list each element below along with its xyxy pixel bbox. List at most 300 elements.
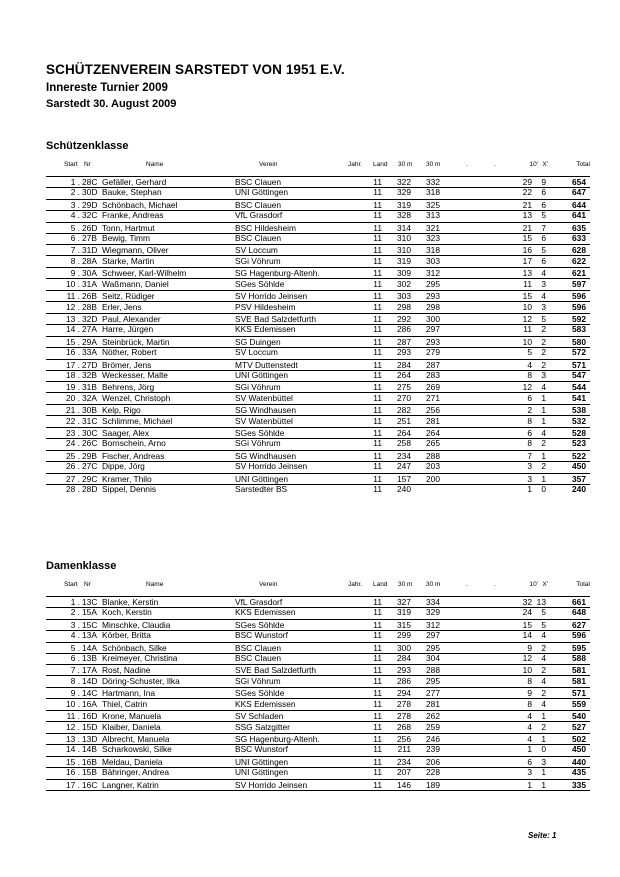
table-row [46,290,590,302]
cell-s2: 332 [426,177,440,187]
cell-total: 357 [572,473,586,484]
cell-place: 8 . [70,675,80,686]
cell-land: 11 [373,291,382,302]
cell-land: 11 [373,711,382,722]
cell-tens: 3 [527,473,532,484]
cell-s2: 277 [426,688,440,699]
cell-nr: 16D [82,711,98,722]
cell-nr: 14B [82,744,97,755]
table-row [46,473,590,485]
column-header-verein: Verein [259,581,278,588]
cell-name: Schönbach, Silke [102,642,167,653]
cell-nr: 28A [82,255,97,266]
cell-name: Weckesser, Malte [102,369,168,380]
cell-verein: SGi Vöhrum [235,382,281,393]
cell-tens: 4 [527,721,532,732]
cell-total: 559 [572,698,586,709]
cell-nr: 13B [82,653,97,664]
cell-name: Wiegmann, Oliver [102,245,169,256]
cell-tens: 24 [522,607,532,618]
cell-verein: SV Watenbüttel [235,415,293,426]
cell-x: 6 [541,199,546,210]
cell-s1: 292 [397,313,411,324]
cell-nr: 32C [82,210,98,221]
cell-x: 2 [541,359,546,370]
column-header-total: Total [576,161,590,168]
cell-land: 11 [373,779,382,790]
cell-total: 641 [572,210,586,221]
cell-name: Kramer, Thilo [102,473,152,484]
cell-land: 11 [373,619,382,630]
cell-name: Sippel, Dennis [102,484,157,495]
cell-s2: 262 [426,711,440,722]
cell-s1: 309 [397,268,411,279]
table-row [46,416,590,427]
cell-name: Wenzel, Christoph [102,392,171,403]
cell-verein: SGes Söhlde [235,619,285,630]
cell-nr: 29D [82,199,98,210]
cell-x: 2 [541,438,546,449]
cell-s1: 146 [397,779,411,790]
cell-s2: 334 [426,597,440,607]
cell-nr: 14D [82,675,98,686]
column-header-s4: . [494,581,496,588]
cell-land: 11 [373,359,382,370]
cell-nr: 16B [82,756,97,767]
cell-tens: 6 [527,392,532,403]
cell-s1: 287 [397,336,411,347]
cell-x: 1 [541,767,546,778]
cell-place: 11 . [66,711,80,722]
column-header-s3: . [466,581,468,588]
table-row [46,267,590,279]
cell-nr: 29A [82,336,97,347]
cell-s2: 298 [426,301,440,312]
cell-land: 11 [373,369,382,380]
cell-name: Franke, Andreas [102,210,164,221]
cell-verein: SV Horrido Jeinsen [235,779,308,790]
table-row [46,676,590,687]
table-row [46,767,590,778]
page-number: Seite: 1 [528,831,557,840]
cell-x: 7 [541,222,546,233]
cell-land: 11 [373,607,382,618]
cell-name: Waßmann, Daniel [102,278,169,289]
cell-place: 12 . [66,721,80,732]
cell-tens: 3 [527,767,532,778]
cell-x: 3 [541,278,546,289]
cell-verein: BSC Clauen [235,177,282,187]
cell-s1: 251 [397,415,411,426]
cell-place: 10 . [66,278,80,289]
cell-s1: 300 [397,642,411,653]
cell-s2: 303 [426,255,440,266]
cell-land: 11 [373,438,382,449]
cell-s2: 297 [426,324,440,335]
cell-place: 8 . [70,255,80,266]
cell-x: 2 [541,461,546,472]
cell-verein: SGi Vöhrum [235,255,281,266]
cell-total: 661 [572,597,586,607]
cell-place: 13 . [66,733,80,744]
cell-verein: SVE Bad Salzdetfurth [235,313,317,324]
table-row [46,779,590,791]
section-title: Damenklasse [46,560,117,572]
cell-s1: 207 [397,767,411,778]
table-row [46,653,590,664]
cell-s2: 312 [426,619,440,630]
cell-s1: 293 [397,347,411,358]
cell-nr: 32A [82,392,97,403]
cell-nr: 33A [82,347,97,358]
cell-name: Koch, Kerstin [102,607,152,618]
cell-s2: 265 [426,438,440,449]
cell-s2: 271 [426,392,440,403]
cell-total: 335 [572,779,586,790]
cell-s1: 293 [397,665,411,676]
cell-s2: 279 [426,347,440,358]
cell-tens: 17 [522,255,532,266]
cell-name: Paul, Alexander [102,313,161,324]
cell-name: Saager, Alex [102,428,150,439]
cell-total: 635 [572,222,586,233]
cell-verein: UNI Göttingen [235,756,289,767]
cell-s2: 293 [426,336,440,347]
cell-nr: 13C [82,597,98,607]
table-row [46,450,590,462]
cell-place: 20 . [66,392,80,403]
cell-verein: SGes Söhlde [235,278,285,289]
cell-x: 6 [541,233,546,244]
cell-s1: 298 [397,301,411,312]
cell-total: 523 [572,438,586,449]
cell-place: 10 . [66,698,80,709]
cell-s1: 314 [397,222,411,233]
cell-x: 4 [541,630,546,641]
cell-x: 1 [541,392,546,403]
cell-place: 9 . [70,688,80,699]
cell-place: 17 . [66,779,80,790]
cell-total: 540 [572,711,586,722]
cell-tens: 2 [527,405,532,416]
table-row [46,744,590,755]
cell-place: 2 . [70,607,80,618]
column-header-s4: . [494,161,496,168]
cell-s1: 282 [397,405,411,416]
cell-name: Blanke, Kerstin [102,597,159,607]
cell-tens: 10 [522,336,532,347]
table-row [46,347,590,358]
column-header-name: Name [146,161,164,168]
table-row [46,722,590,733]
cell-nr: 32D [82,313,98,324]
cell-s2: 264 [426,428,440,439]
cell-s2: 246 [426,733,440,744]
cell-s1: 328 [397,210,411,221]
cell-tens: 6 [527,428,532,439]
cell-total: 595 [572,642,586,653]
table-row [46,438,590,449]
cell-verein: PSV Hildesheim [235,301,296,312]
cell-verein: SGi Vöhrum [235,675,281,686]
cell-tens: 13 [522,268,532,279]
cell-total: 547 [572,369,586,380]
cell-s1: 264 [397,369,411,380]
cell-total: 440 [572,756,586,767]
cell-nr: 27C [82,461,98,472]
column-header-land: Land [373,161,388,168]
column-header-jahr: Jahr. [348,161,363,168]
cell-nr: 15D [82,721,98,732]
cell-tens: 4 [527,359,532,370]
cell-land: 11 [373,324,382,335]
cell-place: 17 . [66,359,80,370]
cell-verein: SV Horrido Jeinsen [235,461,308,472]
cell-tens: 9 [527,688,532,699]
cell-s2: 300 [426,313,440,324]
cell-verein: SGi Vöhrum [235,438,281,449]
cell-nr: 26C [82,438,98,449]
cell-total: 648 [572,607,586,618]
cell-land: 11 [373,245,382,256]
cell-land: 11 [373,233,382,244]
cell-total: 435 [572,767,586,778]
table-row [46,687,590,699]
cell-nr: 29C [82,473,98,484]
cell-verein: SG Duingen [235,336,281,347]
cell-total: 541 [572,392,586,403]
cell-s1: 303 [397,291,411,302]
table-row [46,427,590,439]
cell-x: 1 [541,733,546,744]
cell-total: 538 [572,405,586,416]
cell-x: 1 [541,711,546,722]
cell-s1: 322 [397,177,411,187]
cell-s2: 269 [426,382,440,393]
cell-s2: 239 [426,744,440,755]
cell-land: 11 [373,336,382,347]
cell-tens: 1 [527,744,532,755]
cell-total: 532 [572,415,586,426]
table-row [46,733,590,745]
cell-verein: SGes Söhlde [235,688,285,699]
cell-s1: 299 [397,630,411,641]
cell-land: 11 [373,301,382,312]
cell-land: 11 [373,405,382,416]
cell-x: 3 [541,301,546,312]
table-row [46,381,590,393]
cell-name: Harre, Jürgen [102,324,154,335]
cell-place: 2 . [70,187,80,198]
cell-s1: 302 [397,278,411,289]
cell-nr: 17A [82,665,97,676]
cell-s2: 295 [426,642,440,653]
cell-land: 11 [373,461,382,472]
column-header-nr: Nr [84,161,91,168]
cell-s2: 297 [426,630,440,641]
cell-tens: 6 [527,756,532,767]
cell-total: 581 [572,665,586,676]
cell-x: 3 [541,369,546,380]
table-row [46,302,590,313]
cell-s2: 323 [426,233,440,244]
cell-nr: 28D [82,484,98,495]
cell-total: 580 [572,336,586,347]
cell-place: 14 . [66,744,80,755]
cell-x: 2 [541,347,546,358]
cell-x: 4 [541,675,546,686]
cell-nr: 15A [82,607,97,618]
cell-land: 11 [373,767,382,778]
cell-total: 596 [572,291,586,302]
cell-nr: 28B [82,301,97,312]
cell-total: 644 [572,199,586,210]
cell-s2: 206 [426,756,440,767]
cell-nr: 32B [82,369,97,380]
cell-land: 11 [373,268,382,279]
cell-tens: 4 [527,733,532,744]
cell-verein: SV Loccum [235,245,278,256]
cell-place: 1 . [70,597,80,607]
cell-nr: 16A [82,698,97,709]
cell-place: 27 . [66,473,80,484]
cell-nr: 26B [82,291,97,302]
cell-name: Tonn, Hartmut [102,222,155,233]
cell-tens: 8 [527,415,532,426]
cell-total: 581 [572,675,586,686]
cell-verein: UNI Göttingen [235,369,289,380]
cell-land: 11 [373,721,382,732]
cell-s2: 189 [426,779,440,790]
cell-nr: 15C [82,619,98,630]
cell-x: 1 [541,473,546,484]
cell-land: 11 [373,675,382,686]
cell-s2: 228 [426,767,440,778]
cell-x: 1 [541,450,546,461]
column-header-x: X' [542,581,548,588]
cell-tens: 21 [522,222,532,233]
cell-verein: SVE Bad Salzdetfurth [235,665,317,676]
cell-place: 13 . [66,313,80,324]
cell-tens: 32 [522,597,532,607]
cell-tens: 12 [522,382,532,393]
cell-total: 527 [572,721,586,732]
cell-s2: 200 [426,473,440,484]
cell-s1: 278 [397,698,411,709]
cell-tens: 13 [522,210,532,221]
cell-place: 5 . [70,222,80,233]
table-row [46,461,590,472]
cell-name: Döring-Schuster, Ilka [102,675,180,686]
cell-total: 450 [572,744,586,755]
cell-total: 597 [572,278,586,289]
table-row [46,199,590,211]
cell-tens: 7 [527,450,532,461]
cell-x: 2 [541,721,546,732]
cell-tens: 8 [527,698,532,709]
cell-nr: 14A [82,642,97,653]
cell-total: 588 [572,653,586,664]
cell-verein: SGes Söhlde [235,428,285,439]
cell-nr: 13A [82,630,97,641]
cell-s2: 259 [426,721,440,732]
cell-place: 14 . [66,324,80,335]
cell-place: 7 . [70,245,80,256]
cell-place: 12 . [66,301,80,312]
cell-tens: 29 [522,177,532,187]
column-header-x: X' [542,161,548,168]
event-date: Sarstedt 30. August 2009 [46,98,177,110]
cell-land: 11 [373,642,382,653]
cell-s1: 294 [397,688,411,699]
cell-x: 4 [541,382,546,393]
cell-name: Gefäller, Gerhard [102,177,167,187]
cell-tens: 9 [527,642,532,653]
cell-verein: KKS Edemissen [235,698,296,709]
cell-tens: 1 [527,779,532,790]
cell-verein: VfL Grasdorf [235,210,283,221]
cell-x: 1 [541,405,546,416]
table-row [46,187,590,198]
cell-s1: 278 [397,711,411,722]
cell-land: 11 [373,665,382,676]
cell-land: 11 [373,653,382,664]
cell-verein: BSC Clauen [235,199,282,210]
column-header-s1: 30 m [398,161,413,168]
cell-place: 18 . [66,369,80,380]
cell-name: Brömer, Jens [102,359,152,370]
cell-place: 15 . [66,336,80,347]
cell-s2: 295 [426,278,440,289]
cell-x: 1 [541,779,546,790]
cell-tens: 10 [522,665,532,676]
cell-nr: 31A [82,278,97,289]
cell-total: 647 [572,187,586,198]
section-title: Schützenklasse [46,140,129,152]
cell-tens: 4 [527,711,532,722]
cell-s1: 234 [397,450,411,461]
cell-x: 2 [541,642,546,653]
cell-name: Bewig, Timm [102,233,150,244]
cell-place: 25 . [66,450,80,461]
cell-s2: 295 [426,675,440,686]
table-row [46,370,590,381]
cell-verein: Sarstedter BS [235,484,288,495]
cell-s2: 325 [426,199,440,210]
cell-nr: 30A [82,268,97,279]
cell-verein: SG Hagenburg-Altenh. [235,733,320,744]
cell-nr: 27A [82,324,97,335]
cell-tens: 12 [522,313,532,324]
cell-name: Rost, Nadine [102,665,151,676]
cell-total: 571 [572,688,586,699]
cell-land: 11 [373,187,382,198]
cell-x: 2 [541,688,546,699]
table-row [46,176,590,188]
cell-x: 2 [541,665,546,676]
column-header-s1: 30 m [398,581,413,588]
cell-place: 6 . [70,233,80,244]
cell-x: 4 [541,268,546,279]
cell-place: 24 . [66,438,80,449]
cell-total: 596 [572,301,586,312]
cell-name: Schönbach, Michael [102,199,178,210]
cell-x: 4 [541,653,546,664]
table-row [46,393,590,404]
cell-x: 13 [536,597,546,607]
cell-name: Meldau, Daniela [102,756,163,767]
cell-verein: BSC Clauen [235,233,282,244]
